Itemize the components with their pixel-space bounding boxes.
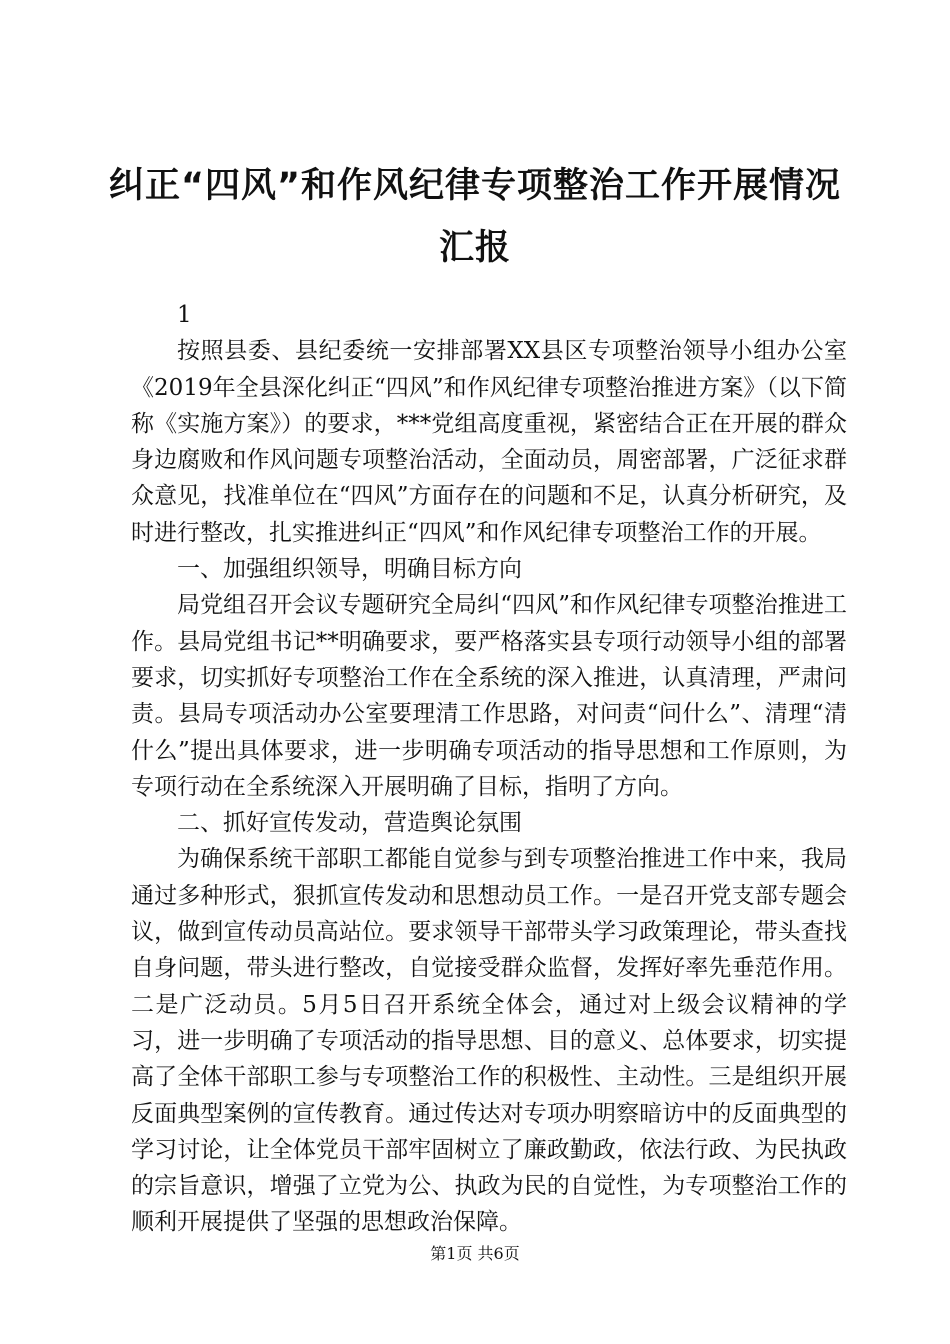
section-heading-1: 一、加强组织领导，明确目标方向 [177, 556, 522, 583]
paragraph-intro: 按照县委、县纪委统一安排部署XX县区专项整治领导小组办公室《2019年全县深化纠正“四风”和作风纪律专项整治推进方案》（以下简称《实施方案》）的要求，***党组高度重视，紧密结合正在开展的群众身边腐败和作风问题专项整治活动，全面动员，周密部署，广泛征求群众意见，找准单位在“四风”方面存在的问题和不足，认真分析研究，及时进行整改，扎实推进纠正“四风”和作风纪律专项整治工作的开展。 [131, 338, 847, 546]
paragraph-section-1: 局党组召开会议专题研究全局纠“四风”和作风纪律专项整治推进工作。县局党组书记**明确要求，要严格落实县专项行动领导小组的部署要求，切实抓好专项整治工作在全系统的深入推进，认真清理，严肃问责。县局专项活动办公室要理清工作思路，对问责“问什么”、清理“清什么”提出具体要求，进一步明确专项活动的指导思想和工作原则，为专项行动在全系统深入开展明确了目标，指明了方向。 [131, 592, 847, 800]
document-title: 纠正“四风”和作风纪律专项整治工作开展情况汇报 [108, 166, 841, 268]
section-heading-2: 二、抓好宣传发动，营造舆论氛围 [177, 810, 522, 837]
paragraph-marker: 1 [177, 302, 192, 328]
page-number: 第1页 共6页 [430, 1244, 520, 1263]
paragraph-section-2: 为确保系统干部职工都能自觉参与到专项整治推进工作中来，我局通过多种形式，狠抓宣传发动和思想动员工作。一是召开党支部专题会议，做到宣传动员高站位。要求领导干部带头学习政策理论，带头查找自身问题，带头进行整改，自觉接受群众监督，发挥好率先垂范作用。二是广泛动员。5月5日召开系统全体会，通过对上级会议精神的学习，进一步明确了专项活动的指导思想、目的意义、总体要求，切实提高了全体干部职工参与专项整治工作的积极性、主动性。三是组织开展反面典型案例的宣传教育。通过传达对专项办明察暗访中的反面典型的学习讨论，让全体党员干部牢固树立了廉政勤政，依法行政、为民执政的宗旨意识，增强了立党为公、执政为民的自觉性，为专项整治工作的顺利开展提供了坚强的思想政治保障。 [131, 846, 847, 1236]
document-body [131, 297, 847, 1241]
